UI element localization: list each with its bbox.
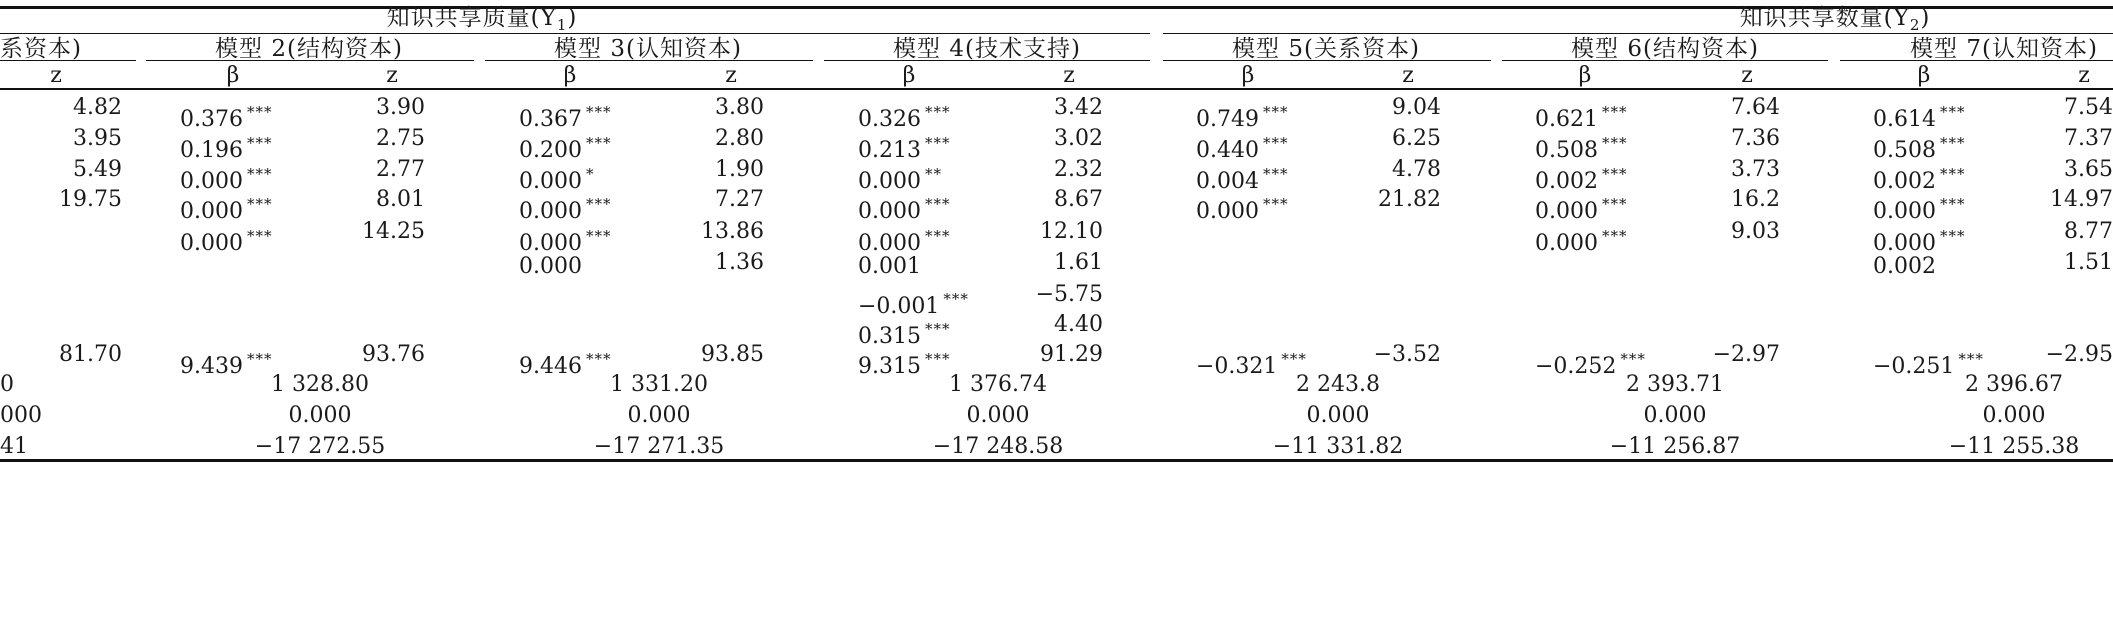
z-cell: 7.37 (2064, 126, 2113, 151)
beta-cell (858, 130, 950, 164)
group-header-y1-text: 知识共享质量(Y (386, 5, 557, 31)
beta-value: 0.000 (1535, 199, 1598, 224)
significance-stars: *** (1939, 165, 1966, 183)
beta-value: 0.000 (858, 231, 921, 256)
beta-value: 9.439 (180, 354, 243, 379)
stat-cell: −17 248.58 (932, 434, 1064, 459)
significance-stars: *** (1262, 195, 1289, 213)
stat-cell: −11 255.38 (1948, 434, 2080, 459)
beta-cell (858, 191, 950, 225)
z-cell: 2.75 (376, 126, 425, 151)
z-cell: 5.49 (73, 157, 122, 182)
z-cell: 7.36 (1731, 126, 1780, 151)
col-header-z-m3: z (725, 63, 737, 88)
beta-value: −0.252 (1535, 354, 1617, 379)
beta-value: 0.367 (519, 107, 582, 132)
beta-value: 0.440 (1196, 138, 1259, 163)
beta-value: 0.000 (519, 231, 582, 256)
significance-stars: *** (585, 103, 612, 121)
beta-cell (1535, 99, 1627, 133)
z-cell: −3.52 (1373, 342, 1441, 367)
stat-cell: 0.000 (1306, 403, 1370, 428)
beta-cell (1535, 161, 1627, 195)
z-cell: 7.64 (1731, 95, 1780, 120)
beta-cell (1196, 346, 1307, 380)
beta-value: 0.000 (858, 199, 921, 224)
z-cell: 7.54 (2064, 95, 2113, 120)
stat-cell: 0.000 (966, 403, 1030, 428)
beta-cell (858, 286, 969, 320)
beta-value: 0.315 (858, 324, 921, 349)
group-header-y2 (1740, 5, 1931, 38)
col-header-z-m6: z (1741, 63, 1753, 88)
z-cell: 3.42 (1054, 95, 1103, 120)
z-cell: 8.01 (376, 187, 425, 212)
beta-cell (519, 254, 582, 280)
stat-cell: 0.000 (627, 403, 691, 428)
z-cell: 21.82 (1378, 187, 1441, 212)
beta-cell (858, 223, 950, 257)
significance-stars: *** (1620, 350, 1646, 368)
z-cell: 14.25 (362, 219, 425, 244)
significance-stars: *** (1262, 165, 1289, 183)
significance-stars: *** (246, 227, 273, 245)
z-cell: 9.03 (1731, 219, 1780, 244)
z-cell: 81.70 (59, 342, 122, 367)
z-cell: −2.97 (1712, 342, 1780, 367)
beta-cell (858, 99, 950, 133)
beta-value: 0.000 (180, 169, 243, 194)
significance-stars: *** (1601, 227, 1628, 245)
significance-stars: *** (246, 350, 273, 368)
group-header-y2-paren: ) (1920, 5, 1931, 31)
stat-cell: −17 272.55 (254, 434, 386, 459)
model-header-7: 模型 7(认知资本) (1910, 36, 2098, 62)
model-header-2: 模型 2(结构资本) (215, 36, 403, 62)
header-bottom-rule (0, 88, 2113, 90)
significance-stars: *** (585, 195, 612, 213)
beta-cell (519, 161, 594, 195)
beta-value: 0.000 (519, 199, 582, 224)
beta-value: 0.196 (180, 138, 243, 163)
beta-value: −0.251 (1873, 354, 1955, 379)
significance-stars: *** (1601, 103, 1628, 121)
beta-value: 0.002 (1873, 254, 1936, 279)
z-cell: 1.90 (715, 157, 764, 182)
group-header-y1-sub: 1 (556, 16, 568, 34)
z-cell: 91.29 (1040, 342, 1103, 367)
beta-value: −0.001 (858, 294, 940, 319)
significance-stars: *** (585, 134, 612, 152)
z-cell: −5.75 (1035, 282, 1103, 307)
group-header-y1-paren: ) (567, 5, 578, 31)
significance-stars: *** (1281, 350, 1307, 368)
beta-value: 9.446 (519, 354, 582, 379)
beta-value: 0.376 (180, 107, 243, 132)
beta-cell (519, 99, 611, 133)
group-rule-y2 (1163, 33, 2113, 34)
z-cell: 14.97 (2050, 187, 2113, 212)
stat-cell: 41 (0, 434, 28, 459)
stat-cell: −11 256.87 (1609, 434, 1741, 459)
col-header-beta-m6: β (1578, 63, 1592, 88)
z-cell: 19.75 (59, 187, 122, 212)
beta-cell (1196, 191, 1288, 225)
stat-cell: −11 331.82 (1272, 434, 1404, 459)
z-cell: 4.78 (1392, 157, 1441, 182)
z-cell: 3.95 (73, 126, 122, 151)
z-cell: 1.51 (2064, 250, 2113, 275)
col-header-beta-m5: β (1241, 63, 1255, 88)
beta-cell (1873, 130, 1965, 164)
z-cell: 93.76 (362, 342, 425, 367)
z-cell: 3.73 (1731, 157, 1780, 182)
z-cell: 2.77 (376, 157, 425, 182)
significance-stars: *** (246, 195, 273, 213)
beta-value: 0.001 (858, 254, 921, 279)
significance-stars: *** (1939, 195, 1966, 213)
beta-cell (1196, 99, 1288, 133)
beta-cell (519, 346, 611, 380)
z-cell: 4.82 (73, 95, 122, 120)
significance-stars: *** (924, 320, 951, 338)
z-cell: 9.04 (1392, 95, 1441, 120)
col-header-z-m5: z (1402, 63, 1414, 88)
beta-cell (858, 316, 950, 350)
col-header-beta-m7: β (1917, 63, 1931, 88)
z-cell: 13.86 (701, 219, 764, 244)
z-cell: 3.65 (2064, 157, 2113, 182)
col-header-beta-m2: β (226, 63, 240, 88)
beta-cell (1196, 130, 1288, 164)
beta-value: 0.213 (858, 138, 921, 163)
z-cell: 4.40 (1054, 312, 1103, 337)
beta-value: 0.000 (180, 199, 243, 224)
beta-cell (1873, 161, 1965, 195)
beta-cell (1873, 99, 1965, 133)
significance-stars: *** (1262, 103, 1289, 121)
col-header-beta-m3: β (563, 63, 577, 88)
z-cell: 12.10 (1040, 219, 1103, 244)
beta-cell (180, 130, 272, 164)
z-cell: 2.32 (1054, 157, 1103, 182)
stat-cell: 0 (0, 372, 14, 397)
beta-value: −0.321 (1196, 354, 1278, 379)
significance-stars: *** (1601, 195, 1628, 213)
beta-cell (519, 223, 611, 257)
significance-stars: *** (246, 134, 273, 152)
stat-cell: 0.000 (1982, 403, 2046, 428)
beta-value: 0.000 (1535, 231, 1598, 256)
model-header-5: 模型 5(关系资本) (1232, 36, 1420, 62)
significance-stars: *** (1601, 134, 1628, 152)
beta-value: 0.000 (519, 169, 582, 194)
col-header-z-m7: z (2078, 63, 2090, 88)
beta-value: 0.614 (1873, 107, 1936, 132)
z-cell: 93.85 (701, 342, 764, 367)
group-header-y2-sub: 2 (1909, 16, 1921, 34)
stat-cell: 1 331.20 (610, 372, 708, 397)
significance-stars: *** (943, 290, 969, 308)
significance-stars: *** (1262, 134, 1289, 152)
beta-cell (519, 191, 611, 225)
significance-stars: *** (924, 103, 951, 121)
col-header-z-m4: z (1063, 63, 1075, 88)
z-cell: −2.95 (2045, 342, 2113, 367)
beta-cell (180, 99, 272, 133)
z-cell: 8.77 (2064, 219, 2113, 244)
model-header-6: 模型 6(结构资本) (1571, 36, 1759, 62)
stat-cell: 2 243.8 (1296, 372, 1380, 397)
beta-value: 0.749 (1196, 107, 1259, 132)
significance-stars: * (585, 165, 595, 183)
beta-cell (180, 191, 272, 225)
col-header-z-m2: z (386, 63, 398, 88)
group-header-y2-text: 知识共享数量(Y (1739, 5, 1910, 31)
significance-stars: *** (585, 350, 612, 368)
beta-cell (858, 254, 921, 280)
significance-stars: ** (924, 165, 942, 183)
significance-stars: *** (1601, 165, 1628, 183)
z-cell: 3.90 (376, 95, 425, 120)
beta-cell (858, 346, 950, 380)
z-cell: 6.25 (1392, 126, 1441, 151)
stat-cell: 0.000 (288, 403, 352, 428)
stat-cell: 0.000 (1643, 403, 1707, 428)
beta-value: 0.000 (519, 254, 582, 279)
beta-cell (1535, 130, 1627, 164)
significance-stars: *** (1958, 350, 1984, 368)
model-header-1: 系资本) (0, 36, 82, 62)
beta-cell (1196, 161, 1288, 195)
significance-stars: *** (585, 227, 612, 245)
stat-cell: 1 328.80 (271, 372, 369, 397)
stat-cell: 2 393.71 (1626, 372, 1724, 397)
z-cell: 1.36 (715, 250, 764, 275)
z-cell: 16.2 (1731, 187, 1780, 212)
beta-cell (1873, 254, 1936, 280)
beta-value: 0.326 (858, 107, 921, 132)
beta-cell (1873, 223, 1965, 257)
significance-stars: *** (924, 195, 951, 213)
beta-cell (858, 161, 942, 195)
stat-cell: 1 376.74 (949, 372, 1047, 397)
beta-cell (180, 223, 272, 257)
z-cell: 1.61 (1054, 250, 1103, 275)
beta-value: 0.000 (1196, 199, 1259, 224)
group-header-y1 (387, 5, 578, 38)
z-cell: 2.80 (715, 126, 764, 151)
beta-value: 0.002 (1873, 169, 1936, 194)
beta-value: 0.200 (519, 138, 582, 163)
beta-value: 0.002 (1535, 169, 1598, 194)
z-cell: 7.27 (715, 187, 764, 212)
stat-cell: −17 271.35 (593, 434, 725, 459)
beta-value: 0.000 (1873, 231, 1936, 256)
significance-stars: *** (924, 350, 951, 368)
beta-value: 0.000 (180, 231, 243, 256)
beta-cell (1535, 223, 1627, 257)
z-cell: 8.67 (1054, 187, 1103, 212)
beta-cell (519, 130, 611, 164)
significance-stars: *** (1939, 134, 1966, 152)
significance-stars: *** (246, 103, 273, 121)
significance-stars: *** (924, 134, 951, 152)
model-header-3: 模型 3(认知资本) (554, 36, 742, 62)
col-header-beta-m4: β (902, 63, 916, 88)
beta-cell (180, 161, 272, 195)
col-header-z-m1: z (50, 63, 62, 88)
model-header-4: 模型 4(技术支持) (893, 36, 1081, 62)
z-cell: 3.80 (715, 95, 764, 120)
beta-value: 0.621 (1535, 107, 1598, 132)
significance-stars: *** (1939, 103, 1966, 121)
beta-value: 0.000 (858, 169, 921, 194)
beta-value: 0.000 (1873, 199, 1936, 224)
beta-value: 0.004 (1196, 169, 1259, 194)
significance-stars: *** (246, 165, 273, 183)
beta-value: 0.508 (1873, 138, 1936, 163)
significance-stars: *** (1939, 227, 1966, 245)
beta-cell (1873, 191, 1965, 225)
significance-stars: *** (924, 227, 951, 245)
beta-value: 0.508 (1535, 138, 1598, 163)
beta-value: 9.315 (858, 354, 921, 379)
beta-cell (180, 346, 272, 380)
z-cell: 3.02 (1054, 126, 1103, 151)
stat-cell: 2 396.67 (1965, 372, 2063, 397)
stat-cell: 000 (0, 403, 42, 428)
beta-cell (1535, 191, 1627, 225)
